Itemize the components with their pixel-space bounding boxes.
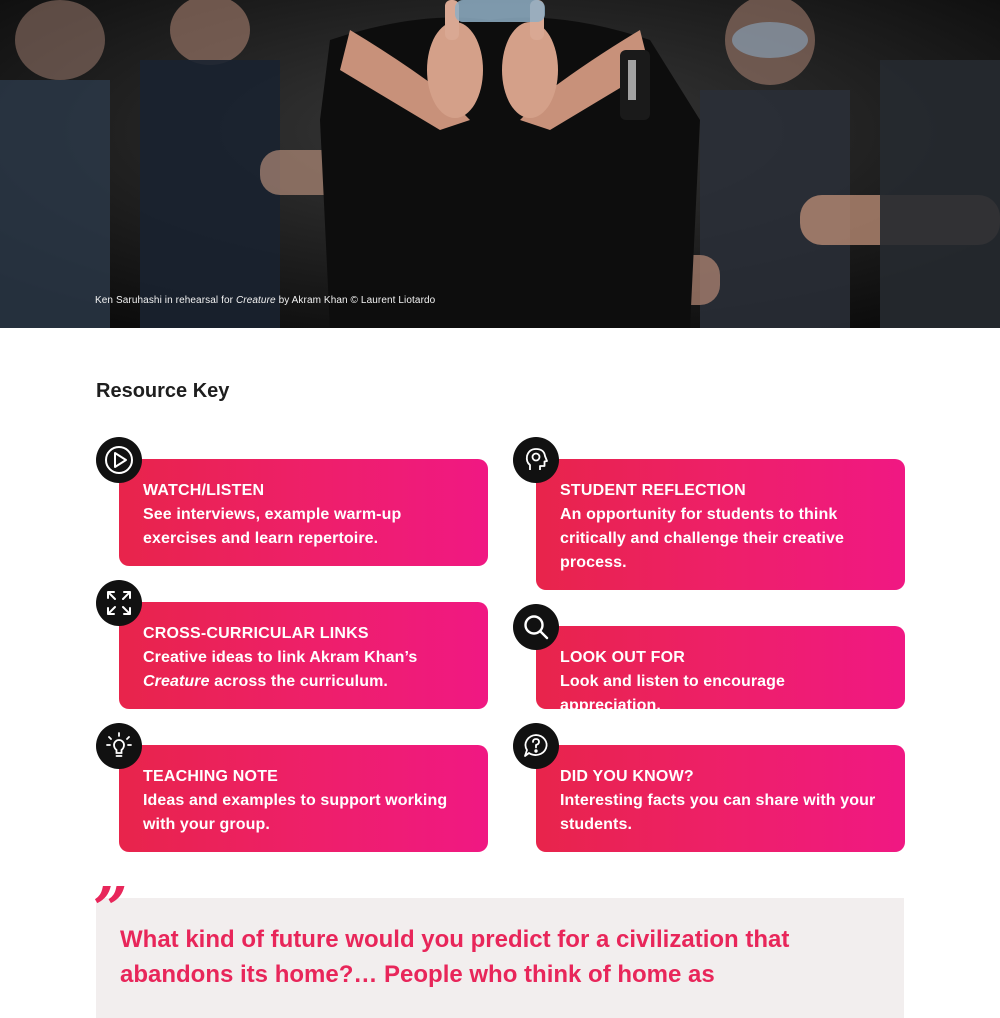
card-teaching-note [119,745,488,852]
card-title: WATCH/LISTEN [143,482,265,499]
play-icon [96,437,142,483]
card-did-you-know [536,745,905,852]
card-description: Ideas and examples to support working with your group. [143,792,448,833]
card-watch-listen [119,459,488,566]
card-description: An opportunity for students to think critically and challenge their creative process. [560,506,845,571]
quote-mark: ” [93,875,128,945]
card-title: LOOK OUT FOR [560,649,686,666]
magnifier-icon [513,604,559,650]
resource-key-title: Resource Key [96,380,230,402]
card-cross-curricular [119,602,488,709]
rehearsal-photo-illustration [0,0,1000,328]
card-description: Interesting facts you can share with your students. [560,792,876,833]
photo-caption: Ken Saruhashi in rehearsal for Creature by Akram Khan © Laurent Liotardo [95,295,436,306]
expand-arrows-icon [96,580,142,626]
card-title: TEACHING NOTE [143,768,279,785]
card-title: CROSS-CURRICULAR LINKS [143,625,369,642]
question-bubble-icon [513,723,559,769]
card-student-reflection [536,459,905,590]
card-description: Creative ideas to link Akram Khan’s Creature across the curriculum. [143,649,418,690]
card-title: STUDENT REFLECTION [560,482,746,499]
card-description: Look and listen to encourage appreciation. [560,673,786,714]
card-look-out-for [536,626,905,714]
card-title: DID YOU KNOW? [560,768,694,785]
lightbulb-icon [96,723,142,769]
hero-photo [0,0,1000,328]
quote-text: What kind of future would you predict for a civilization that abandons its home?… People who think of home as [120,926,790,988]
card-description: See interviews, example warm-up exercises and learn repertoire. [143,506,402,547]
head-icon [513,437,559,483]
